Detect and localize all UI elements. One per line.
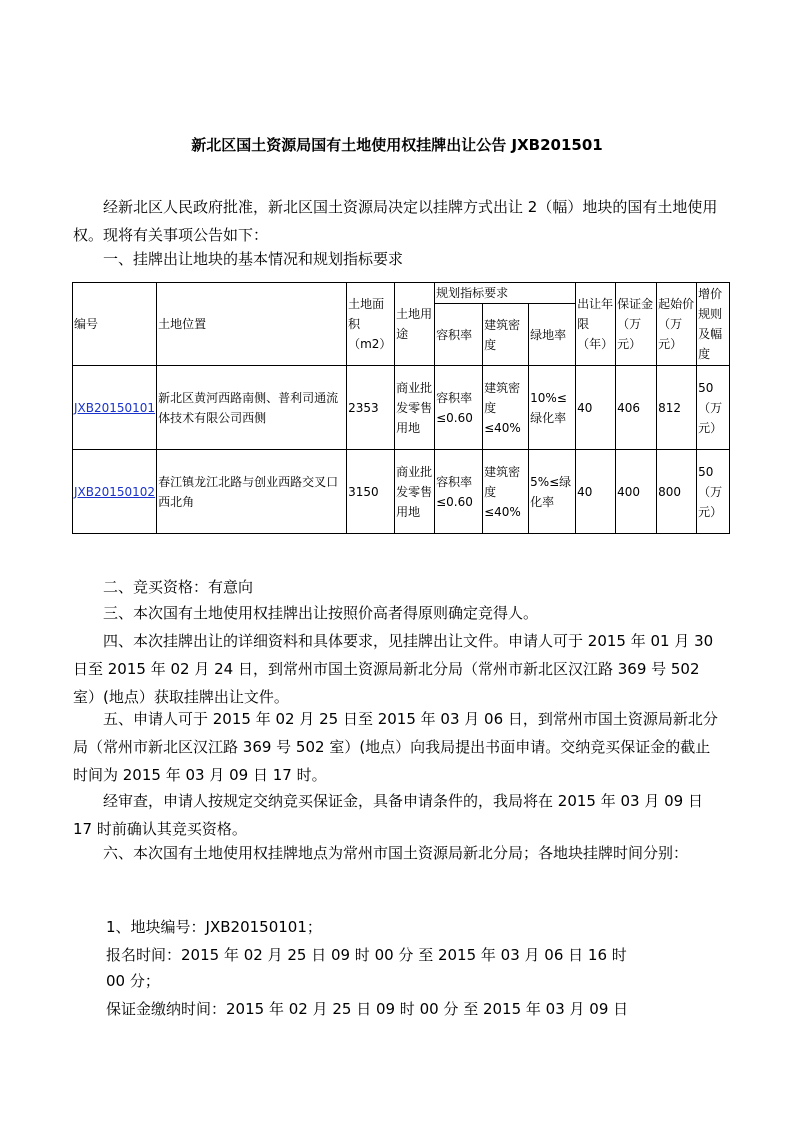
- header-start-price: 起始价（万元）: [657, 283, 697, 366]
- cell-green: 5%≤绿化率: [529, 450, 576, 534]
- list-signup-time: 报名时间：2015 年 02 月 25 日 09 时 00 分 至 2015 年 03 月 06 日 16 时: [106, 946, 627, 964]
- list-item-code: 1、地块编号：JXB20150101；: [106, 918, 322, 936]
- header-area: 土地面积（m2）: [347, 283, 395, 366]
- section-3: 三、本次国有土地使用权挂牌出让按照价高者得原则确定竞得人。: [103, 604, 539, 622]
- cell-far: 容积率≤0.60: [435, 366, 483, 450]
- table-row: [73, 450, 730, 534]
- cell-start-price: 800: [657, 450, 697, 534]
- header-term: 出让年限（年）: [576, 283, 616, 366]
- cell-area: 3150: [347, 450, 395, 534]
- section-2: 二、竞买资格：有意向: [103, 578, 254, 596]
- cell-term: 40: [576, 450, 616, 534]
- page-title: 新北区国土资源局国有土地使用权挂牌出让公告 JXB201501: [191, 136, 603, 154]
- table-row: [73, 366, 730, 450]
- cell-start-price: 812: [657, 366, 697, 450]
- section-1-heading: 一、挂牌出让地块的基本情况和规划指标要求: [103, 250, 404, 268]
- cell-density: 建筑密度≤40%: [483, 450, 529, 534]
- header-use: 土地用途: [395, 283, 435, 366]
- cell-increment: 50（万元）: [697, 366, 730, 450]
- header-location: 土地位置: [157, 283, 347, 366]
- land-table: [72, 282, 730, 534]
- cell-use: 商业批发零售用地: [395, 366, 435, 450]
- cell-location: 新北区黄河西路南侧、普利司通流体技术有限公司西侧: [157, 366, 347, 450]
- land-code-link[interactable]: JXB20150101: [73, 366, 157, 450]
- header-density: 建筑密度: [483, 304, 529, 366]
- cell-location: 春江镇龙江北路与创业西路交叉口西北角: [157, 450, 347, 534]
- cell-deposit: 400: [616, 450, 657, 534]
- cell-deposit: 406: [616, 366, 657, 450]
- header-code: 编号: [73, 283, 157, 366]
- cell-use: 商业批发零售用地: [395, 450, 435, 534]
- header-far: 容积率: [435, 304, 483, 366]
- intro-paragraph: 经新北区人民政府批准，新北区国土资源局决定以挂牌方式出让 2（幅）地块的国有土地使用权。现将有关事项公告如下：: [73, 198, 718, 244]
- cell-term: 40: [576, 366, 616, 450]
- cell-density: 建筑密度≤40%: [483, 366, 529, 450]
- cell-increment: 50（万元）: [697, 450, 730, 534]
- header-green: 绿地率: [529, 304, 576, 366]
- cell-green: 10%≤绿化率: [529, 366, 576, 450]
- cell-far: 容积率≤0.60: [435, 450, 483, 534]
- list-signup-time-cont: 00 分；: [106, 972, 160, 990]
- header-deposit: 保证金（万元）: [616, 283, 657, 366]
- header-plan-group: 规划指标要求: [435, 283, 576, 304]
- section-6: 六、本次国有土地使用权挂牌地点为常州市国土资源局新北分局；各地块挂牌时间分别：: [103, 844, 689, 862]
- list-deposit-time: 保证金缴纳时间：2015 年 02 月 25 日 09 时 00 分 至 2015 年 03 月 09 日: [106, 1000, 629, 1018]
- section-5: 五、申请人可于 2015 年 02 月 25 日至 2015 年 03 月 06 日，到常州市国土资源局新北分局（常州市新北区汉江路 369 号 502 室）(地点）向我局提出书面申请。交纳竞买保证金的截止时间为 2015 年 03 月 09 日 17 时。: [73, 710, 718, 784]
- cell-area: 2353: [347, 366, 395, 450]
- section-4: 四、本次挂牌出让的详细资料和具体要求，见挂牌出让文件。申请人可于 2015 年 01 月 30 日至 2015 年 02 月 24 日，到常州市国土资源局新北分局（常州市新北区汉江路 369 号 502 室）(地点）获取挂牌出让文件。: [73, 632, 714, 706]
- section-5-review: 经审查，申请人按规定交纳竞买保证金，具备申请条件的，我局将在 2015 年 03 月 09 日 17 时前确认其竞买资格。: [73, 792, 703, 838]
- header-increment: 增价规则及幅度: [697, 283, 730, 366]
- land-code-link[interactable]: JXB20150102: [73, 450, 157, 534]
